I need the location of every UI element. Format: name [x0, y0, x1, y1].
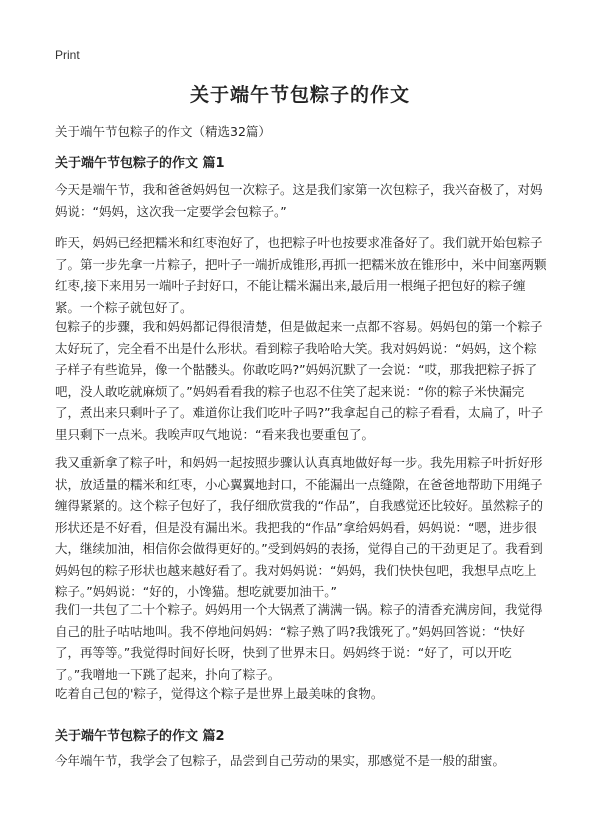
section-heading: 关于端午节包粽子的作文 篇2 [55, 729, 225, 744]
paragraph: 今天是端午节，我和爸爸妈妈包一次粽子。这是我们家第一次包粽子，我兴奋极了，对妈妈说：“妈妈，这次我一定要学会包粽子。” [55, 182, 543, 219]
paragraph: 我又重新拿了粽子叶，和妈妈一起按照步骤认认真真地做好每一步。我先用粽子叶折好形状，放适量的糯米和红枣，小心翼翼地封口，不能漏出一点缝隙，在爸爸地帮助下用绳子缠得紧紧的。这个粽子包好了，我仔细欣赏我的“作品”，自我感觉还比较好。虽然粽子的形状还是不好看，但是没有漏出米。我把我的“作品”拿给妈妈看，妈妈说：“嗯，进步很大，继续加油，相信你会做得更好的。”受到妈妈的表扬，觉得自己的干劲更足了。我看到妈妈包的粽子形状也越来越好看了。我对妈妈说：“妈妈，我们快快包吧，我想早点吃上粽子。”妈妈说：“好的，小馋猫。想吃就要加油干。” [55, 455, 543, 599]
paragraph: 今年端午节，我学会了包粽子，品尝到自己劳动的果实，那感觉不是一般的甜蜜。 [55, 753, 506, 768]
document-subtitle: 关于端午节包粽子的作文（精选32篇） [55, 124, 271, 139]
print-label: Print [55, 48, 80, 62]
paragraph: 昨天，妈妈已经把糯米和红枣泡好了，也把粽子叶也按要求准备好了。我们就开始包粽子了。第一步先拿一片粽子，把叶子一端折成锥形,再抓一把糯米放在锥形中，米中间塞两颗红枣,接下来用另一端叶子封好口，不能让糯米漏出来,最后用一根绳子把包好的粽子缠紧。一个粽子就包好了。 [55, 235, 547, 315]
paragraph: 包粽子的步骤，我和妈妈都记得很清楚，但是做起来一点都不容易。妈妈包的第一个粽子太好玩了，完全看不出是什么形状。看到粽子我哈哈大笑。我对妈妈说：“妈妈，这个粽子样子有些诡异，像一个骷髅头。你敢吃吗?”妈妈沉默了一会说：“哎，那我把粽子拆了吧，没人敢吃就麻烦了。”妈妈看看我的粽子也忍不住笑了起来说：“你的粽子米快漏完了，煮出来只剩叶子了。难道你让我们吃叶子吗?”我拿起自己的粽子看看，太扁了，叶子里只剩下一点米。我唉声叹气地说：“看来我也要重包了。 [55, 319, 544, 442]
section-heading: 关于端午节包粽子的作文 篇1 [55, 156, 225, 171]
paragraph: 吃着自己包的'粽子，觉得这个粽子是世界上最美味的食物。 [55, 686, 384, 701]
paragraph: 我们一共包了二十个粽子。妈妈用一个大锅煮了满满一锅。粽子的清香充满房间，我觉得自己的肚子咕咕地叫。我不停地问妈妈：“粽子熟了吗?我饿死了。”妈妈回答说：“快好了，再等等。”我觉得时间好长呀，快到了世界末日。妈妈终于说：“好了，可以开吃了。”我噌地一下跳了起来，扑向了粽子。 [55, 602, 543, 682]
page-title: 关于端午节包粽子的作文 [189, 84, 410, 106]
